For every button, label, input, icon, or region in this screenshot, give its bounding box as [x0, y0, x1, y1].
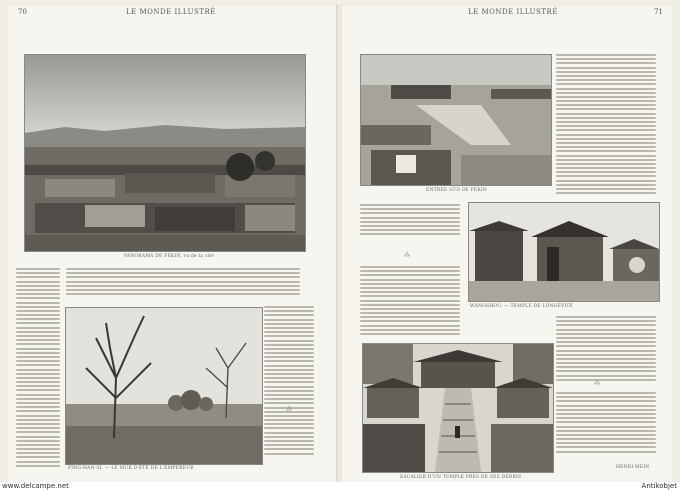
ornament: ⁂ — [594, 380, 600, 387]
photo-caption: ESCALIER D'UN TEMPLE PRÈS DE SES DÉBRIS — [400, 475, 522, 480]
text-column-right-top — [124, 268, 300, 297]
watermark-footer — [0, 482, 680, 491]
text-column-right-bottom — [264, 306, 314, 457]
text-column-right-middle — [556, 316, 656, 383]
text-column-middle-left-2 — [360, 266, 460, 337]
photo-ping-han-si — [65, 307, 263, 465]
photo-temple-longevity — [468, 202, 660, 302]
left-page — [8, 6, 338, 482]
page-number: 71 — [654, 8, 663, 16]
photo-caption: PING-HAN-SI. — LE MUR D'ÉTÉ DE L'EMPEREUR — [68, 466, 194, 471]
photo-south-gate — [360, 54, 552, 186]
text-column-top-right — [556, 54, 656, 196]
photo-caption: WANGSHOU. — TEMPLE DE LONGÉVITÉ — [470, 304, 574, 309]
photo-panorama-peking — [24, 54, 306, 252]
text-column-right-bottom — [556, 392, 656, 455]
text-column-middle-left — [360, 204, 460, 238]
photo-temple-stairs — [362, 343, 554, 473]
text-column-center-top — [66, 268, 128, 297]
page-header: LE MONDE ILLUSTRÉ — [468, 8, 558, 16]
watermark-left: www.delcampe.net — [2, 482, 69, 490]
photo-caption: PANORAMA DE PÉKIN, vu de la cité — [124, 254, 214, 259]
ornament: ⁂ — [286, 406, 292, 413]
photo-caption: ENTRÉE SUD DE PÉKIN — [426, 188, 488, 193]
text-column-left — [16, 268, 60, 469]
page-header: LE MONDE ILLUSTRÉ — [126, 8, 216, 16]
page-number: 70 — [18, 8, 27, 16]
signature: HENRI MEIN — [616, 465, 650, 470]
watermark-right: Antikobjet — [641, 482, 677, 490]
ornament: ⁂ — [404, 252, 410, 259]
right-page — [342, 6, 672, 482]
